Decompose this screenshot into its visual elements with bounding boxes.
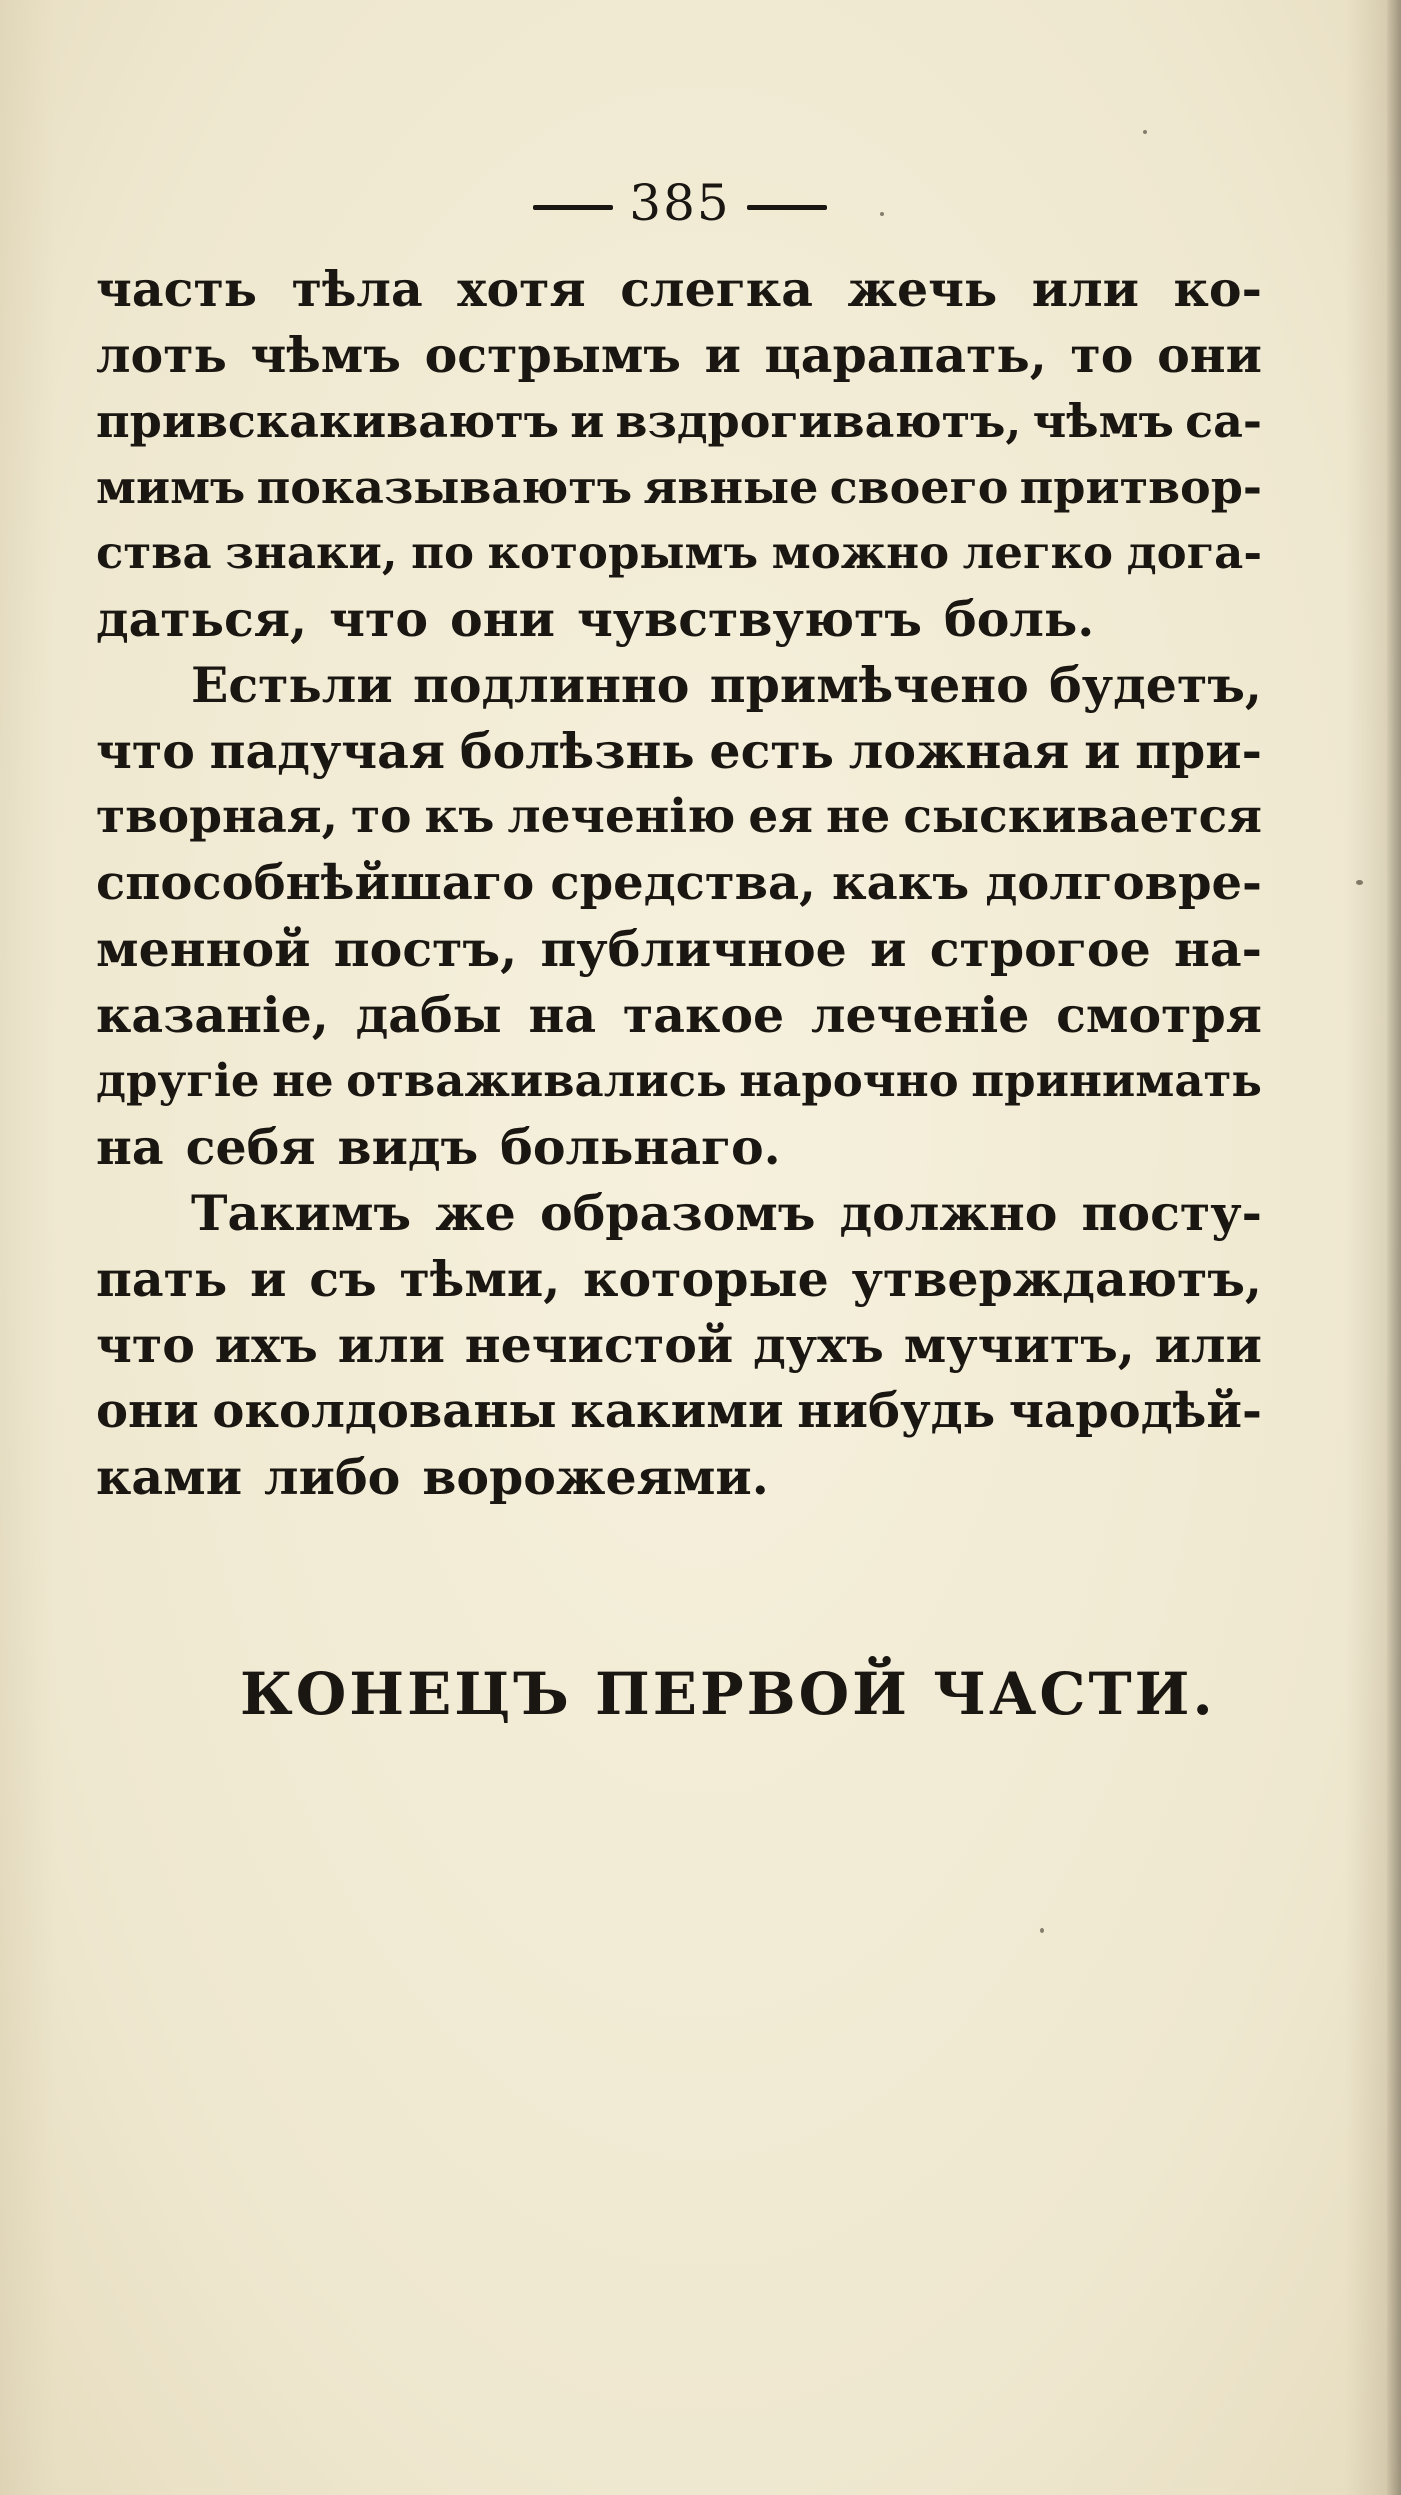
word: знаки, [225, 526, 398, 579]
word: чѣмъ [250, 326, 401, 384]
word: легко [962, 526, 1114, 579]
word: своего [829, 460, 1009, 514]
word: казаніе, [96, 986, 329, 1044]
word: они [96, 1383, 199, 1439]
text-line [96, 850, 1262, 916]
paper-speck [880, 212, 884, 216]
word: привскакиваютъ [96, 394, 560, 448]
word: даться, [96, 590, 308, 648]
word: явные [643, 460, 819, 514]
word: либо [264, 1448, 401, 1506]
word: можно [771, 526, 950, 579]
text-line [96, 586, 1262, 652]
text-line [96, 982, 1262, 1048]
word: или [1154, 1316, 1262, 1374]
word: мучитъ, [903, 1316, 1135, 1374]
word: которымъ [487, 526, 759, 579]
word: тѣла [291, 260, 423, 318]
paper-speck [1040, 1928, 1044, 1933]
right-dash [747, 205, 827, 210]
word: то [350, 789, 412, 844]
word: дога- [1126, 526, 1262, 579]
word: творная, [96, 789, 338, 844]
text-line [96, 1312, 1262, 1378]
word: которые [583, 1250, 829, 1308]
word: съ [309, 1250, 377, 1308]
word: же [435, 1184, 516, 1242]
text-line [96, 652, 1262, 718]
word: отваживались [346, 1054, 727, 1107]
word: или [1031, 260, 1140, 318]
word: боль. [944, 590, 1095, 648]
page-number: 385 [629, 174, 731, 232]
word: какими [570, 1383, 784, 1439]
word: себя [185, 1118, 316, 1176]
word: ложная [848, 722, 1070, 780]
word: хотя [457, 260, 586, 318]
word: и [250, 1250, 287, 1308]
word: ворожеями. [422, 1448, 769, 1506]
word: леченіе [810, 986, 1030, 1044]
text-line [96, 718, 1262, 784]
word: нарочно [739, 1054, 959, 1107]
word: часть [96, 260, 258, 318]
word: са- [1185, 394, 1262, 448]
word: болѣзнь [459, 722, 695, 780]
word: слегка [620, 260, 813, 318]
text-line [96, 1246, 1262, 1312]
word: или [337, 1316, 445, 1374]
text-line [96, 1378, 1262, 1444]
word: Такимъ [191, 1184, 412, 1242]
word: примѣчено [709, 656, 1029, 714]
word: и [870, 920, 907, 978]
text-line [96, 1444, 1262, 1510]
text-line [96, 1180, 1262, 1246]
text-line [96, 1114, 1262, 1180]
word: на [96, 1118, 164, 1176]
paper-speck [1143, 130, 1147, 134]
word: другіе [96, 1054, 260, 1107]
word: на [528, 986, 597, 1044]
word: есть [709, 722, 835, 780]
word: притвор- [1019, 460, 1262, 514]
word: чародѣй- [1008, 1383, 1262, 1439]
word: такое [622, 986, 785, 1044]
word: публичное [540, 920, 847, 978]
page-header [500, 168, 860, 238]
word: будетъ, [1049, 656, 1262, 714]
word: не [826, 789, 891, 844]
word: околдованы [212, 1383, 557, 1439]
word: леченію [507, 789, 736, 844]
word: видъ [337, 1118, 479, 1176]
word: строгое [929, 920, 1151, 978]
word: духъ [753, 1316, 884, 1374]
word: что [96, 722, 195, 780]
paper-speck [1356, 880, 1363, 885]
word: вздрогиваютъ, [615, 394, 1022, 448]
text-line [96, 256, 1262, 322]
page-edge-shadow [1387, 0, 1401, 2495]
word: что [96, 1316, 195, 1374]
word: то [1070, 326, 1134, 384]
word: ихъ [214, 1316, 318, 1374]
word: нечистой [464, 1316, 734, 1374]
word: утверждаютъ, [851, 1250, 1262, 1308]
word: по [411, 526, 475, 579]
word: показываютъ [256, 460, 633, 514]
word: ками [96, 1448, 243, 1506]
word: лоть [96, 326, 227, 384]
text-line [96, 454, 1262, 520]
word: ея [748, 789, 813, 844]
text-line [96, 388, 1262, 454]
word: при- [1135, 722, 1262, 780]
word: средства, [550, 855, 816, 911]
word: больнаго. [500, 1118, 781, 1176]
word: они [450, 590, 555, 648]
word: не [272, 1054, 334, 1107]
text-line [96, 916, 1262, 982]
word: ства [96, 526, 212, 579]
word: къ [424, 789, 495, 844]
word: жечь [847, 260, 998, 318]
word: образомъ [539, 1184, 816, 1242]
text-line [96, 520, 1262, 586]
word: ко- [1173, 260, 1262, 318]
word: чувствуютъ [576, 590, 923, 648]
text-line [96, 1048, 1262, 1114]
word: тѣми, [399, 1250, 561, 1308]
word: и [704, 326, 741, 384]
word: нибудь [797, 1383, 996, 1439]
word: и [1084, 722, 1121, 780]
word: способнѣйшаго [96, 855, 535, 911]
word: принимать [971, 1054, 1262, 1107]
text-line [96, 784, 1262, 850]
word: посту- [1081, 1184, 1262, 1242]
word: сыскивается [903, 789, 1262, 844]
word: постъ, [333, 920, 518, 978]
word: менной [96, 920, 311, 978]
word: на- [1174, 920, 1262, 978]
word: дабы [355, 986, 502, 1044]
word: подлинно [412, 656, 690, 714]
part-end-title: КОНЕЦЪ ПЕРВОЙ ЧАСТИ. [240, 1660, 1216, 1728]
word: какъ [831, 855, 970, 911]
body-text [96, 256, 1262, 1510]
word: и [570, 394, 605, 448]
word: Естьли [191, 656, 393, 714]
word: смотря [1056, 986, 1262, 1044]
word: острымъ [424, 326, 681, 384]
word: что [329, 590, 429, 648]
word: падучая [209, 722, 446, 780]
word: должно [839, 1184, 1058, 1242]
word: пать [96, 1250, 228, 1308]
text-line [96, 322, 1262, 388]
word: долговре- [985, 855, 1262, 911]
left-dash [533, 205, 613, 210]
word: мимъ [96, 460, 246, 514]
word: чѣмъ [1032, 394, 1174, 448]
word: они [1157, 326, 1262, 384]
word: царапать, [764, 326, 1047, 384]
